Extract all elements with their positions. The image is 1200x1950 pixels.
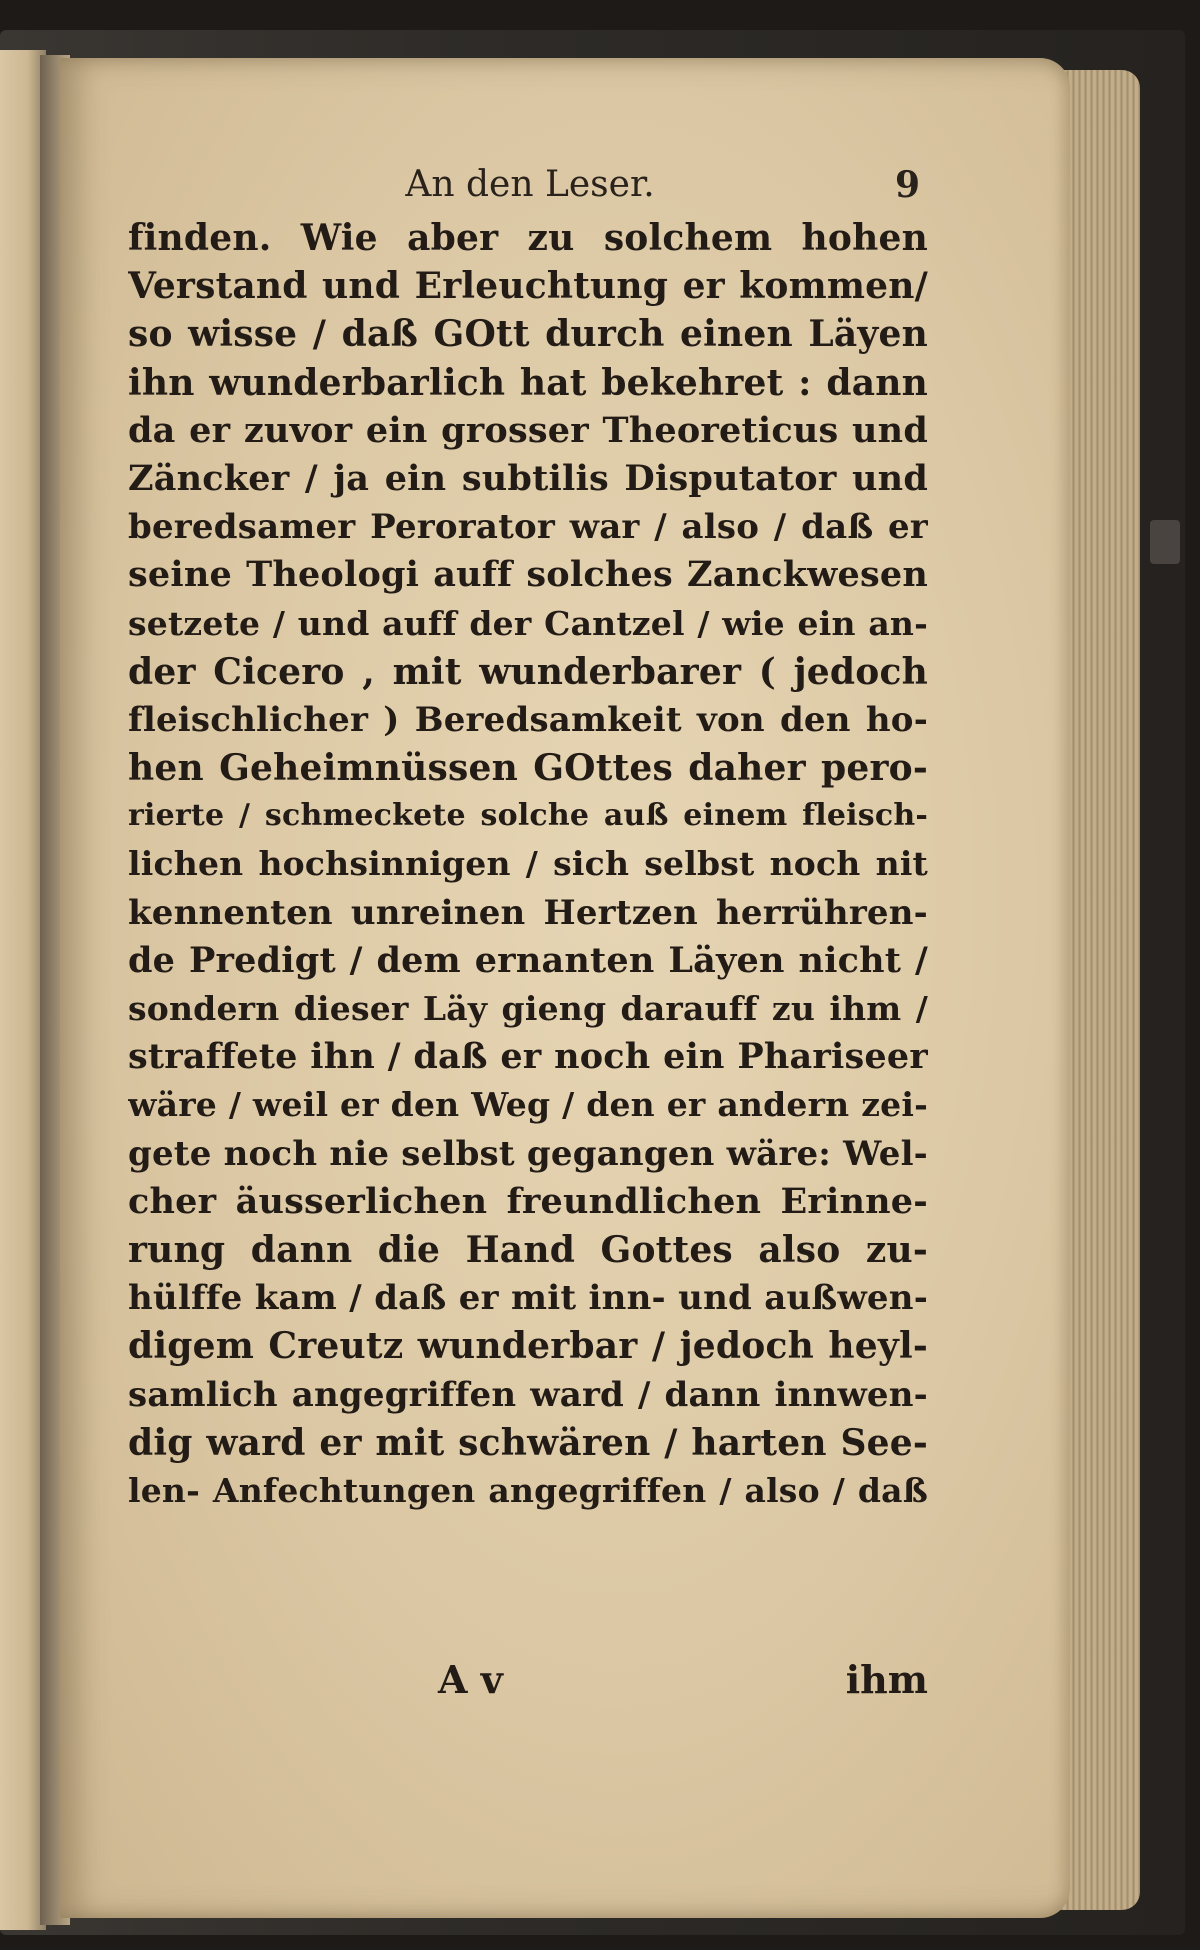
text-line: kennenten unreinen Hertzen herrühren- (128, 892, 928, 933)
text-line: digem Creutz wunderbar / jedoch heyl- (128, 1325, 928, 1368)
text-line: setzete / und auff der Cantzel / wie ein an- (128, 603, 928, 643)
text-line: de Predigt / dem ernanten Läyen nicht / (128, 939, 928, 981)
text-line: hen Geheimnüssen GOttes daher pero- (128, 747, 928, 790)
text-line: Verstand und Erleuchtung er kommen/ (128, 265, 928, 308)
text-line: fleischlicher ) Beredsamkeit von den ho- (128, 699, 928, 740)
text-line: lichen hochsinnigen / sich selbst noch nit (128, 844, 928, 884)
text-line: rierte / schmeckete solche auß einem fleisch- (128, 798, 928, 834)
text-line: sondern dieser Läy gieng darauff zu ihm / (128, 989, 928, 1028)
text-line: cher äusserlichen freundlichen Erinne- (128, 1180, 928, 1222)
catchword: ihm (845, 1657, 928, 1702)
running-head: An den Leser. (405, 164, 655, 205)
signature-mark: A v (438, 1657, 503, 1702)
text-line: hülffe kam / daß er mit inn- und außwen- (128, 1278, 928, 1319)
text-line: beredsamer Perorator war / also / daß er (128, 507, 928, 548)
text-line: straffete ihn / daß er noch ein Phariseer (128, 1036, 928, 1078)
text-line: Zäncker / ja ein subtilis Disputator und (128, 457, 928, 499)
body-text (128, 214, 928, 1634)
text-line: so wisse / daß GOtt durch einen Läyen (128, 313, 928, 356)
text-line: der Cicero , mit wunderbarer ( jedoch (128, 650, 928, 693)
text-line: finden. Wie aber zu solchem hohen (128, 217, 928, 259)
text-line: len- Anfechtungen angegriffen / also / daß (128, 1470, 928, 1510)
page-footer (128, 1654, 928, 1706)
page-number: 9 (894, 164, 920, 206)
text-line: da er zuvor ein grosser Theoreticus und (128, 409, 928, 451)
text-line: seine Theologi auff solches Zanckwesen (128, 554, 928, 596)
text-line: rung dann die Hand Gottes also zu- (128, 1228, 928, 1271)
text-line: ihn wunderbarlich hat bekehret : dann (128, 361, 928, 404)
text-line: dig ward er mit schwären / harten See- (128, 1421, 928, 1464)
text-line: samlich angegriffen ward / dann innwen- (128, 1374, 928, 1415)
clasp (1150, 520, 1180, 564)
text-line: gete noch nie selbst gegangen wäre: Wel- (128, 1133, 928, 1174)
text-line: wäre / weil er den Weg / den er andern zei- (128, 1085, 928, 1125)
